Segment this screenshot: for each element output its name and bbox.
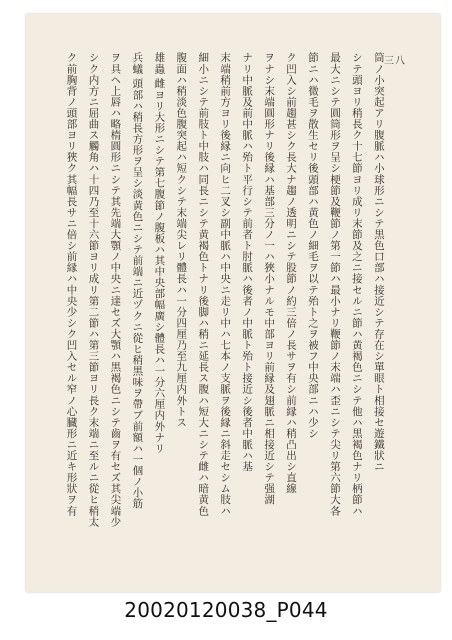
text-column-9: 細小ニシテ前肢ト中肢ハ同長ニシテ黄褐色トナリ後脚ハ稍ニ延長ス腹ハ短大ニシテ雌ハ暗黄色 — [197, 52, 210, 517]
text-column-13: ヲ具ヘ上唇ハ略楕圓形ニシテ其先端大顎ノ中央ニ達セズ大顎ハ黒褐色ニシテ齒ヲ有セズ其尖端少 — [109, 52, 122, 528]
image-caption: 20020120038_P044 — [124, 598, 328, 622]
text-column-2: シテ頭ヨリ稍長ク十七節ヨリ成リ末節及之ニ接セルニ節ハ黄褐色ニシテ他ハ黒褐色ナリ柄節ハ — [350, 52, 363, 517]
text-column-6: ヲナシ末端圓形ナリ後縁ハ基部三分ノ一ハ狹小ナルモ中部ヨリ前縁及翅脈ニ相接近シテ强湖 — [263, 52, 276, 506]
text-column-8: 末端稍前方ヨリ後縁ニ向ヒ二叉シ副中脈ハ中央ニ走リ中ハ七本ノ支脈ヲ後縁ニ斜走セシム肢ハ — [219, 52, 232, 517]
text-column-7: ナリ中脈及前中脈ハ殆ト平行シテ前者ト肘脈ハ後者ノ中脈ト殆ト接近シ後者中脈ハ基 — [241, 52, 254, 472]
text-column-1: 筒ノ小突起アリ腹脈ハ小球形ニシテ黒色口部ハ接近シテ存在シ單眼ト相接セ遊鐵狀ニ — [372, 52, 385, 472]
text-column-10: 腹面ハ稍淡色腹突起ハ短クシテ末端尖レリ體長ハ一分四厘乃至九厘内外トス — [175, 52, 188, 428]
text-column-11: 雄蟲 雌ヨリ大形ニシテ第七腹節ノ腹板ハ其中央部幅廣シ體長ハ一分六厘内外ナリ — [153, 52, 166, 454]
text-column-14: シク内方ニ屈曲ス觸角ハ十四乃至十六節ヨリ成リ第二節ハ第三節ヨリ長ク末端ニ至ルニ從ヒ稍太 — [87, 52, 100, 528]
page-number: 三八 — [384, 56, 406, 67]
text-column-5: ク凹入シ前趨甚シク長大ナ趨ノ透明ニシテ股節ノ約三倍ノ長サヲ有シ前縁ハ稍凸出シ直線 — [285, 52, 298, 494]
vertical-text-body — [66, 52, 384, 572]
text-column-15: ク前胸背ノ頭部ヨリ狹ク其幅長サニ倍シ前縁ハ中央少シク凹入セル窄ノ心臓形ニ近キ形狀ヲ有 — [65, 52, 78, 517]
text-column-12: 兵蟻 頭部ハ稍長方形ヲ呈シ淡黄色ニシテ前端ニ近ヅクニ從ヒ稍黒味ヲ帶ブ前額ハ一個ノ小筋 — [131, 52, 144, 509]
text-column-3: 最大ニシテ圓筒形ヲ呈シ梗節及鞭節ノ第一節ハ最小ナリ鞭節ノ末端ハ歪ニシテ尖リ第六節大各 — [328, 52, 341, 517]
document-page — [26, 14, 440, 592]
text-column-4: 節ニハ微毛ヲ散生セリ後頭部ハ黄色ノ細毛ヲ以テ殆ト之ヲ被フ中央部ニハ少シ — [306, 52, 319, 439]
